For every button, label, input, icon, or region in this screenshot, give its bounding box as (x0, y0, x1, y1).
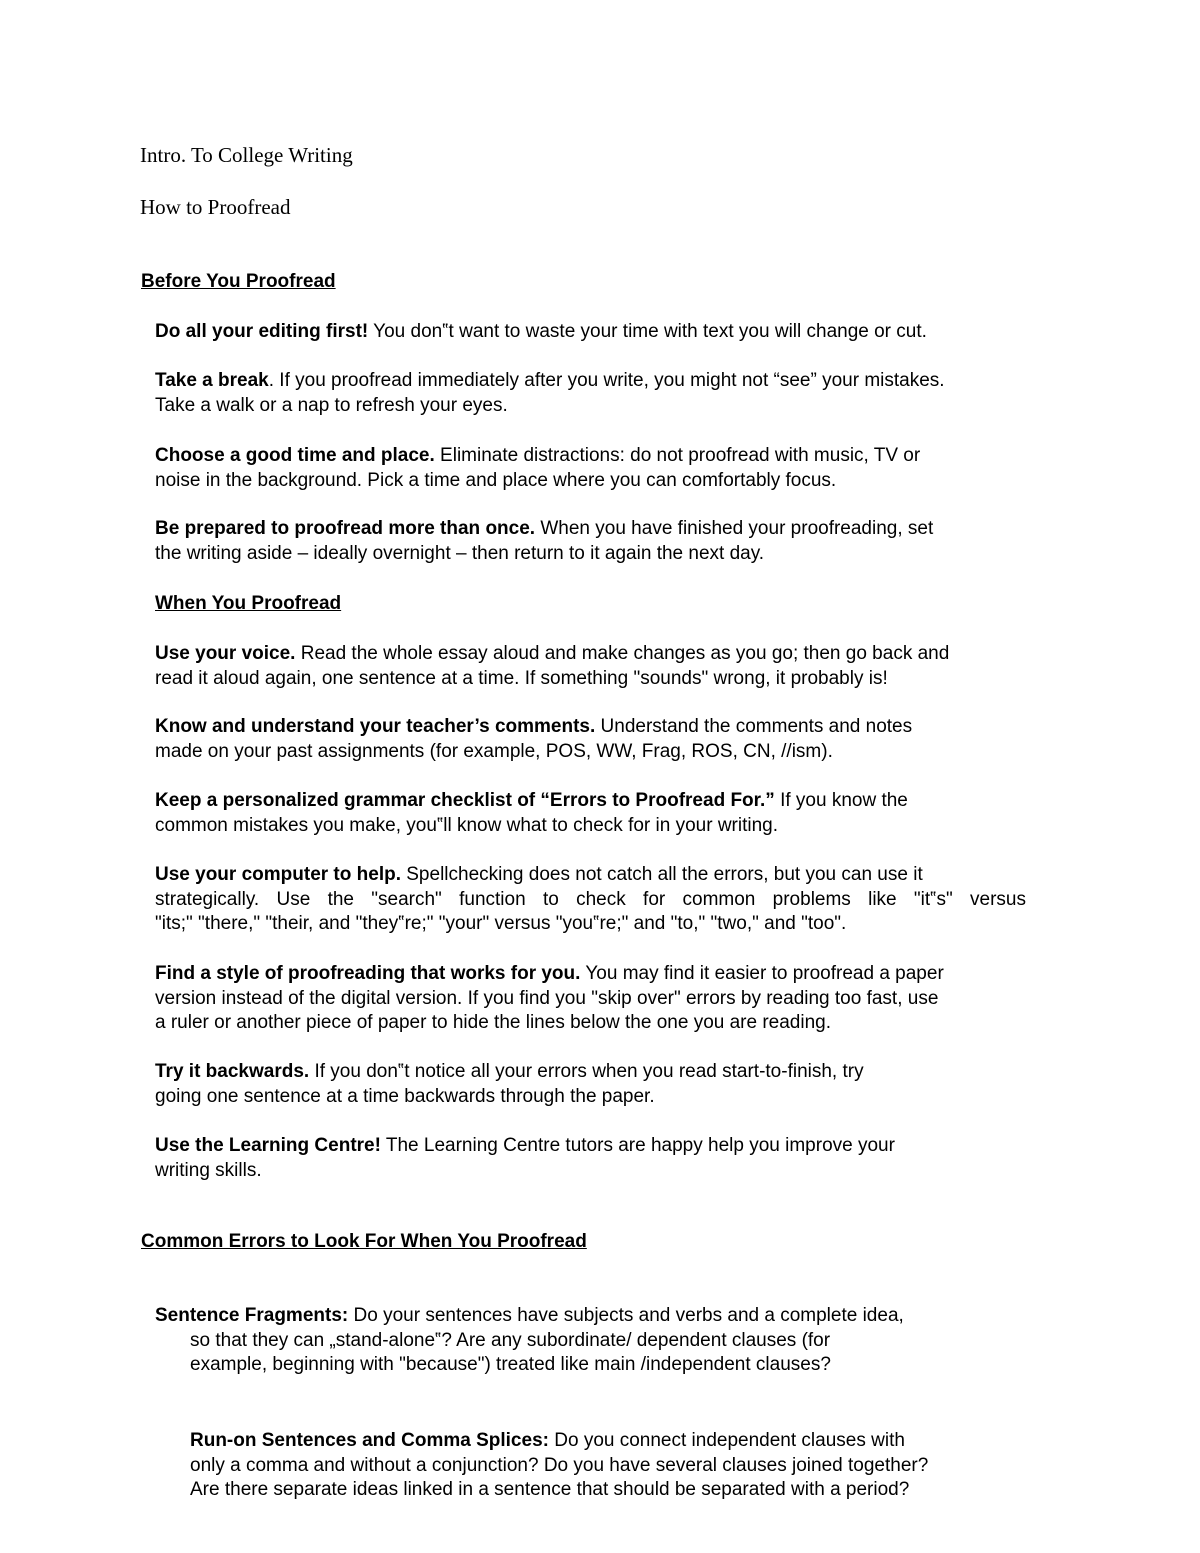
paragraph-text: strategically. Use the "search" function to check for common problems like "it‟s" versus (155, 888, 1026, 910)
paragraph-text: Eliminate distractions: do not proofread with music, TV or (434, 445, 921, 466)
paragraph-text: You don‟t want to waste your time with text you will change or cut. (368, 321, 927, 342)
paragraph-line (155, 444, 920, 469)
paragraph-text: If you don‟t notice all your errors when you read start-to-finish, try (309, 1061, 864, 1082)
paragraph-line (155, 863, 1026, 888)
paragraph-text: You may find it easier to proofread a paper (580, 963, 944, 984)
paragraph-lead: Know and understand your teacher’s comments. (155, 716, 596, 737)
paragraph-text: Are there separate ideas linked in a sentence that should be separated with a period? (190, 1479, 910, 1500)
paragraph-text: a ruler or another piece of paper to hide the lines below the one you are reading. (155, 1012, 832, 1033)
paragraph-lead: Sentence Fragments: (155, 1305, 349, 1326)
paragraph-when-0 (155, 642, 949, 691)
paragraph-line (155, 394, 945, 419)
paragraph-text: made on your past assignments (for example, POS, WW, Frag, ROS, CN, //ism). (155, 740, 833, 762)
paragraph-line (155, 987, 944, 1012)
paragraph-lead: Keep a personalized grammar checklist of “Errors to Proofread For.” (155, 790, 775, 811)
paragraph-text: noise in the background. Pick a time and place where you can comfortably focus. (155, 469, 837, 491)
paragraph-line (155, 642, 949, 667)
document-title: How to Proofread (140, 195, 291, 219)
paragraph-line (155, 1085, 864, 1110)
paragraph-lead: Find a style of proofreading that works for you. (155, 963, 581, 984)
paragraph-text: the writing aside – ideally overnight – then return to it again the next day. (155, 542, 765, 564)
paragraph-line (155, 1011, 944, 1036)
paragraph-text: read it aloud again, one sentence at a time. If something "sounds" wrong, it probably is! (155, 667, 888, 689)
paragraph-before-2 (155, 444, 920, 493)
paragraph-line (155, 1454, 928, 1479)
paragraph-when-6 (155, 1134, 895, 1183)
paragraph-line (155, 1429, 928, 1454)
paragraph-text: Take a walk or a nap to refresh your eyes. (155, 394, 508, 416)
paragraph-text: going one sentence at a time backwards through the paper. (155, 1085, 655, 1107)
paragraph-text: writing skills. (155, 1159, 262, 1181)
paragraph-lead: Use your voice. (155, 643, 296, 664)
paragraph-text: If you know the (774, 790, 908, 811)
paragraph-when-3 (155, 863, 1026, 937)
paragraph-text: common mistakes you make, you‟ll know what to check for in your writing. (155, 814, 779, 836)
paragraph-lead: Try it backwards. (155, 1061, 310, 1082)
paragraph-line (155, 369, 945, 394)
paragraph-line (155, 1159, 895, 1184)
paragraph-line (155, 715, 912, 740)
paragraph-text: When you have finished your proofreading, set (535, 518, 934, 539)
paragraph-line (155, 1478, 928, 1503)
paragraph-text: Do your sentences have subjects and verbs and a complete idea, (348, 1305, 904, 1326)
paragraph-common-1 (155, 1429, 928, 1503)
paragraph-lead: Use your computer to help. (155, 864, 401, 885)
paragraph-line (155, 667, 949, 692)
paragraph-line (155, 1134, 895, 1159)
paragraph-lead: Do all your editing first! (155, 321, 369, 342)
paragraph-when-2 (155, 789, 908, 838)
paragraph-common-0 (155, 1304, 904, 1378)
paragraph-text: version instead of the digital version. If you find you "skip over" errors by reading too fast, use (155, 987, 939, 1009)
paragraph-lead: Use the Learning Centre! (155, 1135, 381, 1156)
paragraph-line (155, 1304, 904, 1329)
paragraph-line (155, 814, 908, 839)
paragraph-lead: Run-on Sentences and Comma Splices: (190, 1430, 549, 1451)
section-heading-common: Common Errors to Look For When You Proofread (141, 1231, 587, 1252)
paragraph-before-3 (155, 517, 933, 566)
paragraph-line (155, 888, 1026, 913)
paragraph-line (155, 517, 933, 542)
paragraph-lead: Choose a good time and place. (155, 445, 435, 466)
paragraph-line (155, 1060, 864, 1085)
paragraph-lead: Take a break (155, 370, 269, 391)
paragraph-text: The Learning Centre tutors are happy help you improve your (380, 1135, 895, 1156)
paragraph-line (155, 912, 1026, 937)
paragraph-line (155, 320, 927, 345)
paragraph-when-4 (155, 962, 944, 1036)
paragraph-line (155, 1353, 904, 1378)
paragraph-text: . If you proofread immediately after you write, you might not “see” your mistakes. (268, 370, 945, 391)
paragraph-text: Read the whole essay aloud and make changes as you go; then go back and (295, 643, 950, 664)
paragraph-line (155, 469, 920, 494)
paragraph-line (155, 962, 944, 987)
paragraph-when-1 (155, 715, 912, 764)
paragraph-text: so that they can „stand-alone‟? Are any subordinate/ dependent clauses (for (190, 1329, 831, 1351)
section-heading-before: Before You Proofread (141, 271, 336, 292)
paragraph-text: Understand the comments and notes (595, 716, 913, 737)
paragraph-line (155, 1329, 904, 1354)
paragraph-line (155, 542, 933, 567)
paragraph-text: "its;" "there," "their, and "they‟re;" "your" versus "you‟re;" and "to," "two," and "too". (155, 913, 847, 934)
paragraph-text: example, beginning with "because") treated like main /independent clauses? (190, 1354, 831, 1375)
paragraph-text: Do you connect independent clauses with (548, 1430, 905, 1451)
paragraph-line (155, 740, 912, 765)
paragraph-before-0 (155, 320, 927, 345)
paragraph-line (155, 789, 908, 814)
paragraph-text: only a comma and without a conjunction? Do you have several clauses joined together? (190, 1454, 929, 1476)
paragraph-lead: Be prepared to proofread more than once. (155, 518, 536, 539)
course-title: Intro. To College Writing (140, 143, 353, 167)
paragraph-when-5 (155, 1060, 864, 1109)
paragraph-before-1 (155, 369, 945, 418)
paragraph-text: Spellchecking does not catch all the errors, but you can use it (400, 864, 923, 885)
section-heading-when: When You Proofread (155, 593, 342, 614)
